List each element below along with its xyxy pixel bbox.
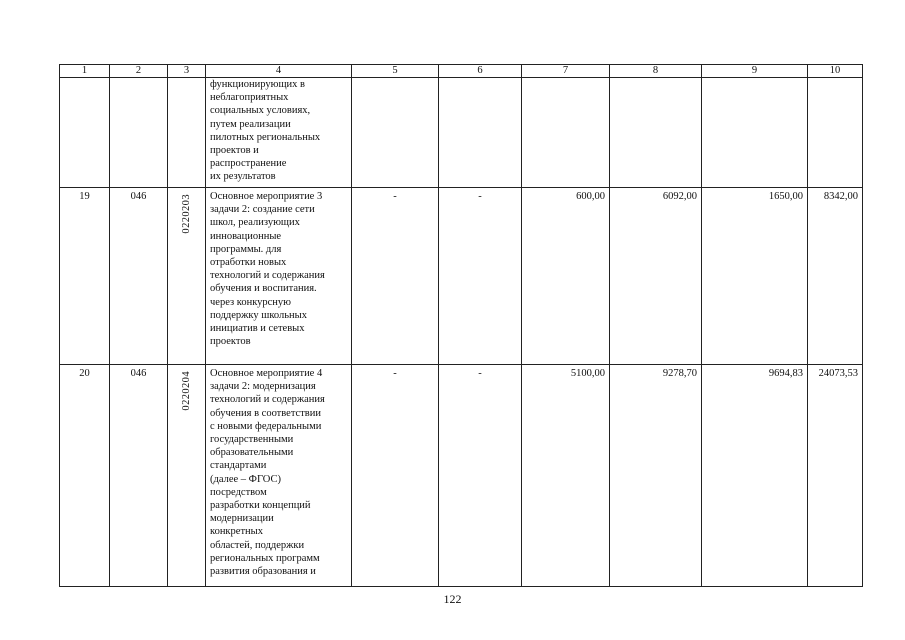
- row-code: 046: [110, 188, 168, 365]
- row-number: 19: [60, 188, 110, 365]
- column-number: 4: [206, 65, 352, 78]
- row-value-6: -: [439, 365, 522, 587]
- row-value-5: [352, 78, 439, 188]
- row-value-6: -: [439, 188, 522, 365]
- row-number: 20: [60, 365, 110, 587]
- column-number-row: [60, 65, 863, 78]
- table-row: [60, 78, 863, 188]
- kbk-code-vertical: 0220204: [180, 371, 192, 411]
- row-number: [60, 78, 110, 188]
- table-row: [60, 188, 863, 365]
- kbk-code-vertical: 0220203: [180, 194, 192, 234]
- row-description: функционирующих в неблагоприятных социальных условиях, путем реализации пилотных региональных проектов и распространение их результатов: [206, 78, 352, 188]
- column-number: 7: [522, 65, 610, 78]
- row-value-8: 9278,70: [610, 365, 702, 587]
- row-value-9: 1650,00: [702, 188, 808, 365]
- row-value-9: 9694,83: [702, 365, 808, 587]
- column-number: 9: [702, 65, 808, 78]
- row-description: Основное мероприятие 3 задачи 2: создание сети школ, реализующих инновационные программы. для отработки новых технологий и содержания обучения и воспитания. через конкурсную поддержку школьных инициатив и сетевых проектов: [206, 188, 352, 365]
- column-number: 2: [110, 65, 168, 78]
- column-number: 1: [60, 65, 110, 78]
- row-kbk: [168, 78, 206, 188]
- row-value-9: [702, 78, 808, 188]
- page-number: 122: [443, 592, 462, 606]
- row-value-10: 24073,53: [808, 365, 863, 587]
- budget-table: [59, 64, 863, 587]
- row-code: [110, 78, 168, 188]
- row-code: 046: [110, 365, 168, 587]
- row-value-7: [522, 78, 610, 188]
- row-value-5: -: [352, 188, 439, 365]
- column-number: 6: [439, 65, 522, 78]
- row-value-6: [439, 78, 522, 188]
- row-value-7: 600,00: [522, 188, 610, 365]
- row-value-8: 6092,00: [610, 188, 702, 365]
- column-number: 10: [808, 65, 863, 78]
- row-value-10: 8342,00: [808, 188, 863, 365]
- column-number: 8: [610, 65, 702, 78]
- row-value-5: -: [352, 365, 439, 587]
- column-number: 3: [168, 65, 206, 78]
- row-kbk: [168, 365, 206, 587]
- column-number: 5: [352, 65, 439, 78]
- row-description: Основное мероприятие 4 задачи 2: модернизация технологий и содержания обучения в соответствии с новыми федеральными государственными образовательными стандартами (далее – ФГОС) посредством разработки концепций модернизации конкретных областей, поддержки региональных программ развития образования и: [206, 365, 352, 587]
- table-row: [60, 365, 863, 587]
- row-value-10: [808, 78, 863, 188]
- row-kbk: [168, 188, 206, 365]
- row-value-7: 5100,00: [522, 365, 610, 587]
- row-value-8: [610, 78, 702, 188]
